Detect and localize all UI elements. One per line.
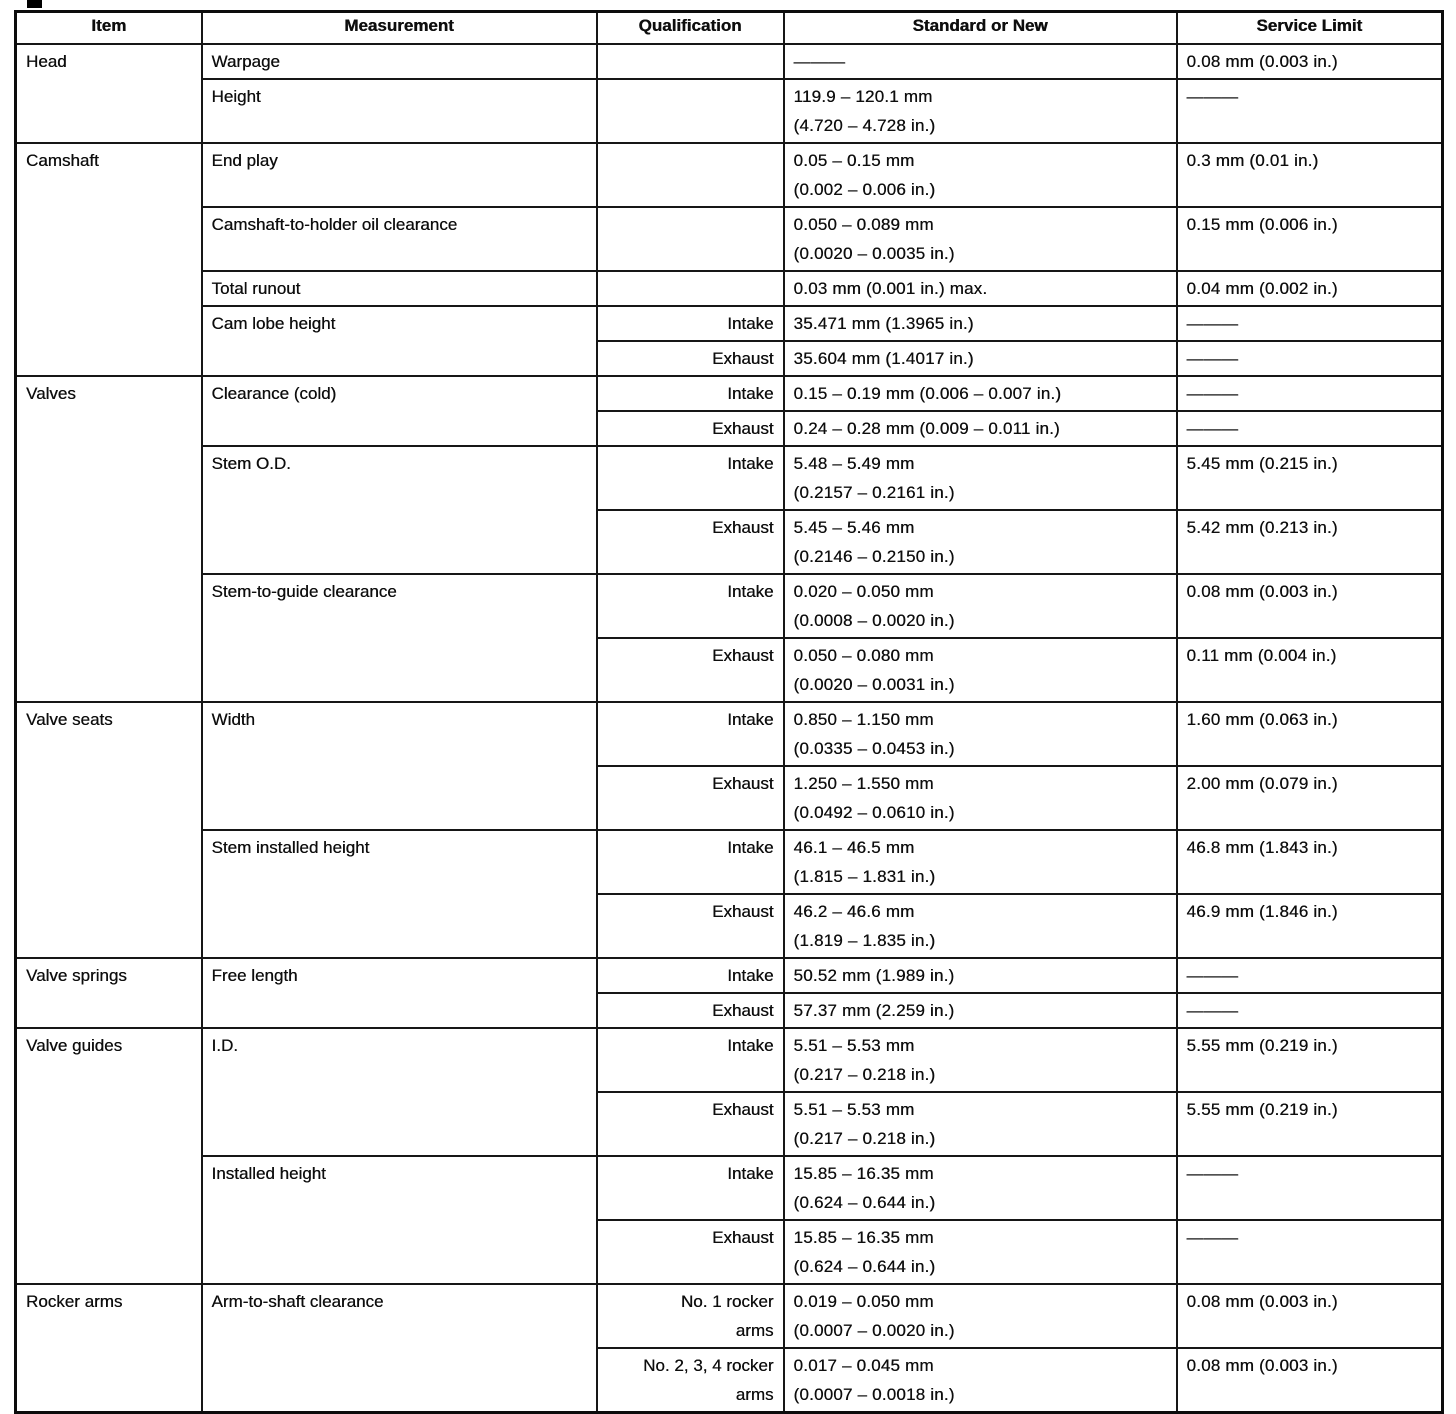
qualification-cell [597, 446, 784, 510]
service-limit-value: 0.08 mm (0.003 in.) [1186, 52, 1338, 71]
table-row [16, 1156, 1443, 1220]
measurement-cell [202, 1284, 597, 1413]
standard-or-new-cell [784, 306, 1177, 341]
table-row [16, 574, 1443, 638]
standard-or-new-cell [784, 894, 1177, 958]
item-label: Valve seats [26, 710, 113, 729]
standard-value-line: (0.002 – 0.006 in.) [793, 180, 936, 199]
service-limit-cell [1177, 958, 1443, 993]
service-limit-value: 0.3 mm (0.01 in.) [1186, 151, 1319, 170]
service-limit-cell [1177, 1156, 1443, 1220]
qualification-label: Intake [727, 1036, 774, 1055]
qualification-cell [597, 1092, 784, 1156]
measurement-cell [202, 79, 597, 143]
qualification-label: Intake [727, 454, 774, 473]
standard-value-line: 46.1 – 46.5 mm [793, 838, 915, 857]
qualification-label: Exhaust [712, 1100, 774, 1119]
standard-value-line: (1.819 – 1.835 in.) [793, 931, 936, 950]
standard-value-line: 0.017 – 0.045 mm [793, 1356, 934, 1375]
item-label: Valves [26, 384, 76, 403]
service-limit-cell [1177, 1028, 1443, 1092]
standard-value-line: 5.51 – 5.53 mm [793, 1036, 915, 1055]
standard-or-new-cell [784, 143, 1177, 207]
standard-value-line: 57.37 mm (2.259 in.) [793, 1001, 955, 1020]
item-label: Head [26, 52, 67, 71]
standard-value-line: 119.9 – 120.1 mm [793, 87, 933, 106]
standard-value-line: (0.624 – 0.644 in.) [793, 1193, 936, 1212]
service-limit-cell [1177, 1220, 1443, 1284]
table-row [16, 207, 1443, 271]
service-limit-value: ——— [1186, 966, 1239, 985]
standard-value-line: (0.0007 – 0.0020 in.) [793, 1321, 955, 1340]
qualification-label: Intake [727, 966, 774, 985]
qualification-label: Exhaust [712, 518, 774, 537]
qualification-cell [597, 1284, 784, 1348]
scan-artifact-mark [27, 0, 42, 8]
standard-or-new-cell [784, 830, 1177, 894]
measurement-cell [202, 44, 597, 79]
standard-or-new-cell [784, 1092, 1177, 1156]
service-limit-value: 0.11 mm (0.004 in.) [1186, 646, 1337, 665]
standard-value-line: (0.0020 – 0.0035 in.) [793, 244, 955, 263]
qualification-label: Exhaust [712, 646, 774, 665]
service-limit-cell [1177, 411, 1443, 446]
qualification-cell [597, 341, 784, 376]
qualification-label: Intake [727, 838, 774, 857]
qualification-cell [597, 830, 784, 894]
measurement-label: Camshaft-to-holder oil clearance [211, 215, 458, 234]
table-row [16, 143, 1443, 207]
column-header-service-limit: Service Limit [1177, 12, 1443, 45]
standard-value-line: 0.050 – 0.089 mm [793, 215, 934, 234]
table-row [16, 702, 1443, 766]
item-cell [16, 958, 202, 1028]
measurement-label: Total runout [211, 279, 301, 298]
standard-value-line: 15.85 – 16.35 mm [793, 1228, 934, 1247]
standard-or-new-cell [784, 766, 1177, 830]
measurement-label: Free length [211, 966, 298, 985]
service-limit-value: 46.9 mm (1.846 in.) [1186, 902, 1338, 921]
qualification-cell [597, 143, 784, 207]
service-limit-cell [1177, 766, 1443, 830]
qualification-cell [597, 411, 784, 446]
standard-or-new-cell [784, 1220, 1177, 1284]
service-limit-cell [1177, 702, 1443, 766]
qualification-cell [597, 766, 784, 830]
standard-value-line: (0.0008 – 0.0020 in.) [793, 611, 955, 630]
standard-value-line: 5.51 – 5.53 mm [793, 1100, 915, 1119]
standard-or-new-cell [784, 638, 1177, 702]
service-limit-cell [1177, 1348, 1443, 1413]
measurement-label: Installed height [211, 1164, 326, 1183]
qualification-label: Intake [727, 384, 774, 403]
measurement-label: Arm-to-shaft clearance [211, 1292, 384, 1311]
qualification-cell [597, 1156, 784, 1220]
table-row [16, 376, 1443, 411]
qualification-cell [597, 306, 784, 341]
service-limit-value: 5.45 mm (0.215 in.) [1186, 454, 1338, 473]
qualification-cell [597, 993, 784, 1028]
service-limit-cell [1177, 638, 1443, 702]
table-row [16, 958, 1443, 993]
measurement-cell [202, 143, 597, 207]
standard-or-new-cell [784, 1028, 1177, 1092]
standard-value-line: (4.720 – 4.728 in.) [793, 116, 936, 135]
service-limit-value: 5.55 mm (0.219 in.) [1186, 1100, 1338, 1119]
standard-or-new-cell [784, 79, 1177, 143]
service-limit-value: ——— [1186, 1164, 1239, 1183]
measurement-label: Height [211, 87, 261, 106]
measurement-label: Stem O.D. [211, 454, 291, 473]
measurement-label: I.D. [211, 1036, 238, 1055]
standard-or-new-cell [784, 510, 1177, 574]
qualification-cell [597, 958, 784, 993]
service-limit-cell [1177, 306, 1443, 341]
standard-or-new-cell [784, 341, 1177, 376]
service-limit-value: ——— [1186, 419, 1239, 438]
standard-value-line: 15.85 – 16.35 mm [793, 1164, 934, 1183]
service-limit-cell [1177, 143, 1443, 207]
service-limit-cell [1177, 830, 1443, 894]
measurement-label: End play [211, 151, 278, 170]
table-row [16, 271, 1443, 306]
qualification-cell [597, 510, 784, 574]
standard-or-new-cell [784, 1284, 1177, 1348]
measurement-cell [202, 376, 597, 446]
qualification-label: Exhaust [712, 1228, 774, 1247]
qualification-label: arms [735, 1321, 774, 1340]
standard-value-line: 46.2 – 46.6 mm [793, 902, 915, 921]
standard-value-line: 5.45 – 5.46 mm [793, 518, 915, 537]
measurement-cell [202, 271, 597, 306]
service-limit-cell [1177, 446, 1443, 510]
service-limit-cell [1177, 1284, 1443, 1348]
service-limit-cell [1177, 993, 1443, 1028]
standard-value-line: 1.250 – 1.550 mm [793, 774, 934, 793]
item-label: Rocker arms [26, 1292, 123, 1311]
standard-value-line: 5.48 – 5.49 mm [793, 454, 915, 473]
measurement-cell [202, 1028, 597, 1156]
service-limit-cell [1177, 44, 1443, 79]
qualification-label: Intake [727, 1164, 774, 1183]
standard-or-new-cell [784, 271, 1177, 306]
column-header-standard: Standard or New [784, 12, 1177, 45]
item-cell [16, 44, 202, 143]
item-cell [16, 376, 202, 702]
qualification-label: Exhaust [712, 902, 774, 921]
qualification-label: Exhaust [712, 419, 774, 438]
standard-value-line: ——— [793, 52, 846, 71]
measurement-cell [202, 446, 597, 574]
table-row [16, 830, 1443, 894]
measurement-label: Stem-to-guide clearance [211, 582, 397, 601]
service-limit-cell [1177, 574, 1443, 638]
standard-value-line: 0.020 – 0.050 mm [793, 582, 934, 601]
measurement-cell [202, 306, 597, 376]
standard-or-new-cell [784, 702, 1177, 766]
service-limit-value: ——— [1186, 314, 1239, 333]
valve-train-specs-table [14, 10, 1444, 1414]
table-row [16, 306, 1443, 341]
standard-value-line: (0.2146 – 0.2150 in.) [793, 547, 955, 566]
table-row [16, 44, 1443, 79]
qualification-label: Intake [727, 710, 774, 729]
qualification-cell [597, 1028, 784, 1092]
qualification-cell [597, 894, 784, 958]
standard-value-line: (1.815 – 1.831 in.) [793, 867, 936, 886]
standard-or-new-cell [784, 376, 1177, 411]
service-limit-cell [1177, 207, 1443, 271]
qualification-cell [597, 574, 784, 638]
measurement-cell [202, 1156, 597, 1284]
qualification-label: arms [735, 1385, 774, 1404]
column-header-qualification: Qualification [597, 12, 784, 45]
standard-value-line: 35.604 mm (1.4017 in.) [793, 349, 974, 368]
qualification-label: Exhaust [712, 1001, 774, 1020]
table-row [16, 79, 1443, 143]
service-limit-value: 5.42 mm (0.213 in.) [1186, 518, 1338, 537]
standard-value-line: 0.05 – 0.15 mm [793, 151, 915, 170]
qualification-label: No. 2, 3, 4 rocker [643, 1356, 774, 1375]
measurement-label: Width [211, 710, 255, 729]
service-limit-value: ——— [1186, 1001, 1239, 1020]
standard-value-line: (0.2157 – 0.2161 in.) [793, 483, 955, 502]
standard-value-line: 0.24 – 0.28 mm (0.009 – 0.011 in.) [793, 419, 1060, 438]
service-limit-cell [1177, 510, 1443, 574]
service-limit-value: ——— [1186, 1228, 1239, 1247]
measurement-label: Cam lobe height [211, 314, 336, 333]
service-limit-value: 1.60 mm (0.063 in.) [1186, 710, 1338, 729]
item-label: Valve guides [26, 1036, 123, 1055]
column-header-item: Item [16, 12, 202, 45]
standard-value-line: (0.624 – 0.644 in.) [793, 1257, 936, 1276]
standard-value-line: 0.050 – 0.080 mm [793, 646, 934, 665]
qualification-cell [597, 702, 784, 766]
qualification-label: Exhaust [712, 349, 774, 368]
service-limit-value: 0.08 mm (0.003 in.) [1186, 582, 1338, 601]
service-limit-cell [1177, 341, 1443, 376]
qualification-label: Intake [727, 582, 774, 601]
item-cell [16, 143, 202, 376]
qualification-cell [597, 638, 784, 702]
service-limit-value: 5.55 mm (0.219 in.) [1186, 1036, 1338, 1055]
measurement-cell [202, 958, 597, 1028]
item-cell [16, 1284, 202, 1413]
standard-or-new-cell [784, 207, 1177, 271]
qualification-cell [597, 207, 784, 271]
service-limit-value: 0.08 mm (0.003 in.) [1186, 1356, 1338, 1375]
measurement-cell [202, 702, 597, 830]
standard-or-new-cell [784, 958, 1177, 993]
item-cell [16, 1028, 202, 1284]
measurement-cell [202, 207, 597, 271]
standard-or-new-cell [784, 574, 1177, 638]
service-limit-cell [1177, 376, 1443, 411]
service-limit-value: ——— [1186, 349, 1239, 368]
service-limit-value: 0.08 mm (0.003 in.) [1186, 1292, 1338, 1311]
standard-or-new-cell [784, 1156, 1177, 1220]
service-limit-cell [1177, 271, 1443, 306]
table-row [16, 1284, 1443, 1348]
qualification-cell [597, 271, 784, 306]
item-cell [16, 702, 202, 958]
standard-or-new-cell [784, 993, 1177, 1028]
measurement-cell [202, 830, 597, 958]
table-row [16, 1028, 1443, 1092]
standard-value-line: 0.850 – 1.150 mm [793, 710, 934, 729]
service-limit-cell [1177, 894, 1443, 958]
service-limit-value: 0.04 mm (0.002 in.) [1186, 279, 1338, 298]
standard-or-new-cell [784, 1348, 1177, 1413]
standard-value-line: 0.019 – 0.050 mm [793, 1292, 934, 1311]
standard-value-line: 0.15 – 0.19 mm (0.006 – 0.007 in.) [793, 384, 1062, 403]
qualification-label: No. 1 rocker [680, 1292, 774, 1311]
service-limit-cell [1177, 79, 1443, 143]
service-limit-value: 0.15 mm (0.006 in.) [1186, 215, 1338, 234]
standard-value-line: (0.217 – 0.218 in.) [793, 1065, 936, 1084]
standard-value-line: (0.217 – 0.218 in.) [793, 1129, 936, 1148]
table-row [16, 446, 1443, 510]
service-limit-value: 2.00 mm (0.079 in.) [1186, 774, 1338, 793]
standard-or-new-cell [784, 446, 1177, 510]
item-label: Camshaft [26, 151, 99, 170]
qualification-label: Intake [727, 314, 774, 333]
standard-value-line: 0.03 mm (0.001 in.) max. [793, 279, 988, 298]
qualification-cell [597, 1348, 784, 1413]
table-header-row [16, 12, 1443, 45]
measurement-cell [202, 574, 597, 702]
standard-value-line: 35.471 mm (1.3965 in.) [793, 314, 974, 333]
service-limit-value: 46.8 mm (1.843 in.) [1186, 838, 1338, 857]
standard-or-new-cell [784, 44, 1177, 79]
qualification-cell [597, 376, 784, 411]
qualification-cell [597, 79, 784, 143]
qualification-cell [597, 44, 784, 79]
standard-value-line: (0.0007 – 0.0018 in.) [793, 1385, 955, 1404]
standard-value-line: 50.52 mm (1.989 in.) [793, 966, 955, 985]
measurement-label: Clearance (cold) [211, 384, 337, 403]
measurement-label: Stem installed height [211, 838, 370, 857]
qualification-label: Exhaust [712, 774, 774, 793]
service-limit-value: ——— [1186, 384, 1239, 403]
standard-value-line: (0.0492 – 0.0610 in.) [793, 803, 955, 822]
standard-value-line: (0.0020 – 0.0031 in.) [793, 675, 955, 694]
standard-value-line: (0.0335 – 0.0453 in.) [793, 739, 955, 758]
table-body [16, 44, 1443, 1413]
qualification-cell [597, 1220, 784, 1284]
column-header-measurement: Measurement [202, 12, 597, 45]
item-label: Valve springs [26, 966, 127, 985]
measurement-label: Warpage [211, 52, 280, 71]
service-limit-value: ——— [1186, 87, 1239, 106]
service-limit-cell [1177, 1092, 1443, 1156]
standard-or-new-cell [784, 411, 1177, 446]
